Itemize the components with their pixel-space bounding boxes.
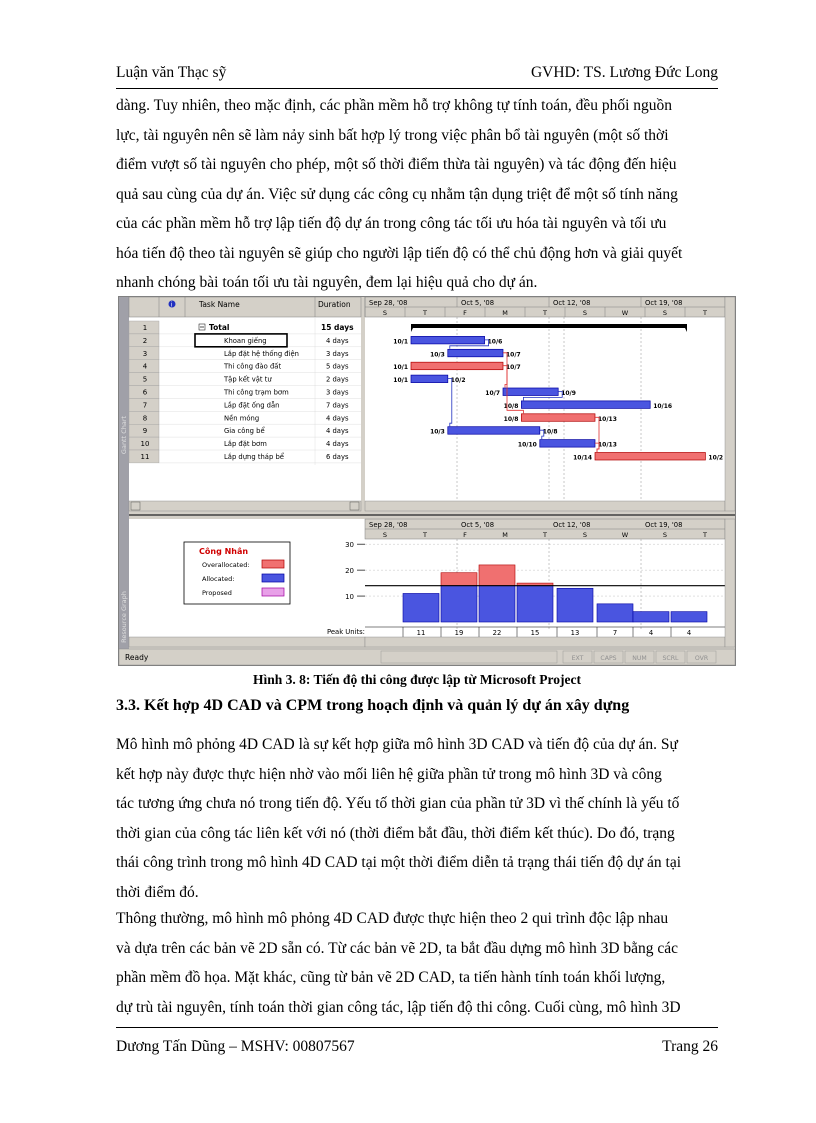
allocated-bar [671, 612, 707, 622]
task-duration: 15 days [321, 323, 354, 332]
bar-start-label: 10/1 [393, 338, 408, 346]
text-line: hóa tiến độ theo tài nguyên sẽ giúp cho người lập tiến độ có thể chủ động hơn và giải quyết [116, 244, 683, 262]
footer-author: Dương Tấn Dũng – MSHV: 00807567 [116, 1038, 355, 1055]
bar-end-label: 10/2 [708, 454, 724, 462]
overallocated-bar [479, 565, 515, 586]
status-indicator: SCRL [662, 655, 679, 662]
task-id: 9 [142, 427, 148, 436]
gantt-bar [411, 336, 485, 344]
footer-rule [116, 1027, 718, 1028]
paragraph-2 [116, 730, 718, 907]
peak-unit-value: 15 [530, 629, 540, 637]
day-label: W [621, 309, 629, 317]
y-tick-label: 10 [345, 593, 354, 602]
task-name: Lắp đặt hệ thống điện [224, 349, 299, 358]
allocated-bar [517, 586, 553, 622]
day-label: T [543, 309, 547, 317]
summary-bar [411, 324, 687, 328]
peak-unit-value: 4 [648, 629, 654, 637]
paragraph-3 [116, 904, 718, 1022]
paragraph-1 [116, 91, 718, 298]
gantt-hscroll [365, 501, 725, 511]
resource-hscroll [129, 637, 365, 647]
gantt-bar [595, 453, 705, 461]
task-name: Thi công đào đất [224, 362, 282, 371]
task-name: Tập kết vật tư [224, 375, 272, 384]
y-tick-label: 30 [345, 541, 354, 550]
section-heading: 3.3. Kết hợp 4D CAD và CPM trong hoạch định và quản lý dự án xây dựng [116, 697, 630, 714]
peak-unit-value: 13 [570, 629, 580, 637]
peak-unit-value: 19 [454, 629, 464, 637]
day-label: F [463, 531, 467, 539]
bar-end-label: 10/6 [487, 338, 503, 346]
gantt-bar [540, 440, 595, 448]
task-duration: 4 days [326, 440, 349, 449]
task-id: 4 [142, 362, 148, 371]
task-duration: 7 days [326, 401, 349, 410]
legend-swatch [262, 574, 284, 582]
gantt-bar [448, 427, 540, 435]
day-label: S [662, 309, 668, 317]
task-name: Gia công bể [224, 427, 265, 436]
legend-item: Proposed [202, 589, 232, 597]
allocated-bar [479, 586, 515, 622]
week-label: Oct 5, '08 [461, 521, 495, 529]
text-line: kết hợp này được thực hiện nhờ vào mối liên hệ giữa phần tử trong mô hình 3D và công [116, 765, 662, 783]
task-duration: 3 days [326, 388, 349, 397]
status-indicator: NUM [632, 655, 647, 662]
task-duration: 4 days [326, 427, 349, 436]
task-duration: 2 days [326, 375, 349, 384]
week-label: Sep 28, '08 [369, 521, 408, 529]
bar-end-label: 10/2 [450, 377, 466, 385]
task-duration: 4 days [326, 336, 349, 345]
text-line: dàng. Tuy nhiên, theo mặc định, các phần mềm hỗ trợ không tự tính toán, đều phối nguồn [116, 97, 673, 114]
peak-unit-value: 7 [612, 629, 618, 637]
text-line: phần mềm đồ họa. Mặt khác, cũng từ bản vẽ 2D CAD, ta tiến hành tính toán khối lượng, [116, 969, 666, 986]
text-line: của các phần mềm hỗ trợ lập tiến độ dự án trong công tác tối ưu hóa tài nguyên và tối ưu [116, 215, 667, 232]
allocated-bar [557, 588, 593, 622]
peak-unit-value: 22 [492, 629, 502, 637]
day-label: T [423, 531, 427, 539]
scroll-left-button [131, 502, 140, 510]
week-label: Oct 12, '08 [553, 299, 591, 307]
legend-item: Allocated: [202, 575, 235, 583]
task-id: 10 [140, 440, 150, 449]
gantt-bar [448, 349, 503, 357]
text-line: thời gian của công tác liên kết với nó (thời điểm bắt đầu, thời điểm kết thúc). Do đó, trạng [116, 824, 675, 842]
week-label: Oct 19, '08 [645, 299, 683, 307]
text-line: thái công trình trong mô hình 4D CAD tại một thời điểm diễn tả trạng thái tiến độ dự án tại [116, 854, 682, 871]
table-hscroll [129, 501, 361, 511]
task-name: Lắp đặt bơm [224, 440, 267, 449]
task-name: Lắp dựng tháp bể [224, 453, 284, 461]
task-id: 7 [142, 401, 148, 410]
bar-start-label: 10/1 [393, 377, 408, 385]
text-line: điểm vượt số tài nguyên cho phép, một số thời điểm thừa tài nguyên) và tác động đến hiệu [116, 156, 677, 173]
week-label: Sep 28, '08 [369, 299, 408, 307]
day-label: M [502, 309, 508, 317]
text-line: thời điểm đó. [116, 883, 199, 901]
graph-vscroll [725, 519, 735, 647]
allocated-bar [403, 593, 439, 622]
day-label: S [582, 531, 588, 539]
day-label: T [703, 309, 707, 317]
day-label: T [543, 531, 547, 539]
task-id: 1 [142, 324, 148, 332]
text-line: quả sau cùng của dự án. Việc sử dụng các công cụ nhằm tận dụng triệt để một số tính năng [116, 185, 678, 203]
text-line: nhanh chóng bài toán tối ưu tài nguyên, đem lại hiệu quả cho dự án. [116, 274, 538, 291]
text-line: và dựa trên các bản vẽ 2D sẵn có. Từ các bản vẽ 2D, ta bắt đầu dựng mô hình 3D bằng các [116, 939, 679, 957]
week-label: Oct 5, '08 [461, 299, 495, 307]
week-label: Oct 19, '08 [645, 521, 683, 529]
day-label: S [382, 531, 388, 539]
day-label: T [703, 531, 707, 539]
text-line: lực, tài nguyên nên sẽ làm nảy sinh bất hợp lý trong việc phân bổ tài nguyên (một số thời [116, 126, 669, 144]
ms-project-figure [119, 297, 735, 665]
page-header [116, 64, 718, 86]
day-label: T [423, 309, 427, 317]
task-name: Lắp đặt ống dẫn [224, 401, 280, 410]
day-label: W [621, 531, 629, 539]
bar-end-label: 10/7 [506, 364, 521, 372]
task-name: Nền móng [224, 414, 260, 423]
status-indicator: OVR [694, 655, 709, 662]
legend-swatch [262, 588, 284, 596]
peak-units-label: Peak Units: [327, 628, 365, 636]
page-number: Trang 26 [662, 1038, 718, 1055]
peak-unit-value: 4 [686, 629, 692, 637]
bar-start-label: 10/1 [393, 364, 408, 372]
bar-start-label: 10/3 [430, 351, 445, 359]
day-label: S [662, 531, 668, 539]
scroll-right-button [350, 502, 359, 510]
text-line: Mô hình mô phỏng 4D CAD là sự kết hợp giữa mô hình 3D CAD và tiến độ của dự án. Sự [116, 736, 678, 753]
week-label: Oct 12, '08 [553, 521, 591, 529]
text-line: tác tương ứng chưa nó trong tiến độ. Yếu tố thời gian của phần tử 3D vì thế chính là yếu tố [116, 795, 680, 812]
header-advisor-label: GVHD: TS. Lương Đức Long [530, 64, 718, 81]
task-duration: 6 days [326, 453, 349, 461]
gantt-bar [521, 401, 650, 409]
status-ready: Ready [125, 653, 149, 662]
gantt-bar [503, 388, 558, 396]
gantt-bar [521, 414, 595, 422]
header-thesis-label: Luận văn Thạc sỹ [116, 64, 227, 81]
task-id: 3 [142, 349, 148, 358]
bar-start-label: 10/10 [517, 441, 537, 449]
allocated-bar [597, 604, 633, 622]
task-duration: 4 days [326, 414, 349, 423]
gantt-bar [411, 362, 503, 370]
task-id: 11 [140, 453, 150, 461]
header-task-name: Task Name [199, 300, 240, 309]
gantt-bar [411, 375, 448, 383]
task-name: Thi công trạm bơm [224, 388, 289, 397]
info-icon-glyph: i [170, 301, 173, 309]
bar-start-label: 10/8 [503, 415, 519, 423]
legend-swatch [262, 560, 284, 568]
bar-end-label: 10/16 [653, 402, 673, 410]
header-duration: Duration [318, 300, 351, 309]
bar-end-label: 10/8 [542, 428, 558, 436]
gantt-view-label: Gantt Chart [120, 415, 128, 455]
overallocated-bar [441, 573, 477, 586]
allocated-bar [441, 586, 477, 622]
y-tick-label: 20 [345, 567, 354, 576]
bar-end-label: 10/13 [598, 415, 617, 423]
day-label: M [502, 531, 508, 539]
task-id: 5 [142, 375, 148, 384]
peak-unit-value: 11 [416, 629, 426, 637]
task-duration: 3 days [326, 349, 349, 358]
resource-view-label: Resource Graph [120, 591, 128, 643]
status-indicator: CAPS [600, 655, 617, 662]
day-label: S [382, 309, 388, 317]
day-label: S [582, 309, 588, 317]
bar-end-label: 10/9 [561, 390, 576, 397]
header-rule [116, 88, 718, 89]
bar-end-label: 10/7 [506, 351, 521, 359]
bar-start-label: 10/14 [573, 454, 592, 462]
bar-start-label: 10/8 [503, 402, 519, 410]
task-id: 2 [142, 336, 148, 345]
task-id: 6 [142, 388, 148, 397]
bar-start-label: 10/3 [430, 428, 445, 436]
status-indicator: EXT [571, 655, 584, 662]
figure-caption: Hình 3. 8: Tiến độ thi công được lập từ Microsoft Project [253, 672, 581, 687]
day-label: F [463, 309, 467, 317]
bar-end-label: 10/13 [598, 441, 617, 449]
legend-item: Overallocated: [202, 561, 250, 569]
allocated-bar [633, 612, 669, 622]
task-name: Total [209, 323, 230, 332]
task-id: 8 [142, 414, 148, 423]
status-pane [381, 651, 557, 663]
task-name: Khoan giếng [224, 336, 267, 345]
legend-title: Công Nhân [199, 547, 249, 556]
graph-hscroll [365, 637, 725, 647]
text-line: dự trù tài nguyên, tính toán thời gian công tác, lập tiến độ thi công. Cuối cùng, mô hình 3D [116, 998, 681, 1016]
ms-project-screenshot [118, 296, 736, 666]
gantt-vscroll [725, 297, 735, 511]
task-duration: 5 days [326, 362, 349, 371]
bar-start-label: 10/7 [485, 390, 500, 397]
text-line: Thông thường, mô hình mô phỏng 4D CAD được thực hiện theo 2 qui trình độc lập nhau [116, 910, 669, 927]
